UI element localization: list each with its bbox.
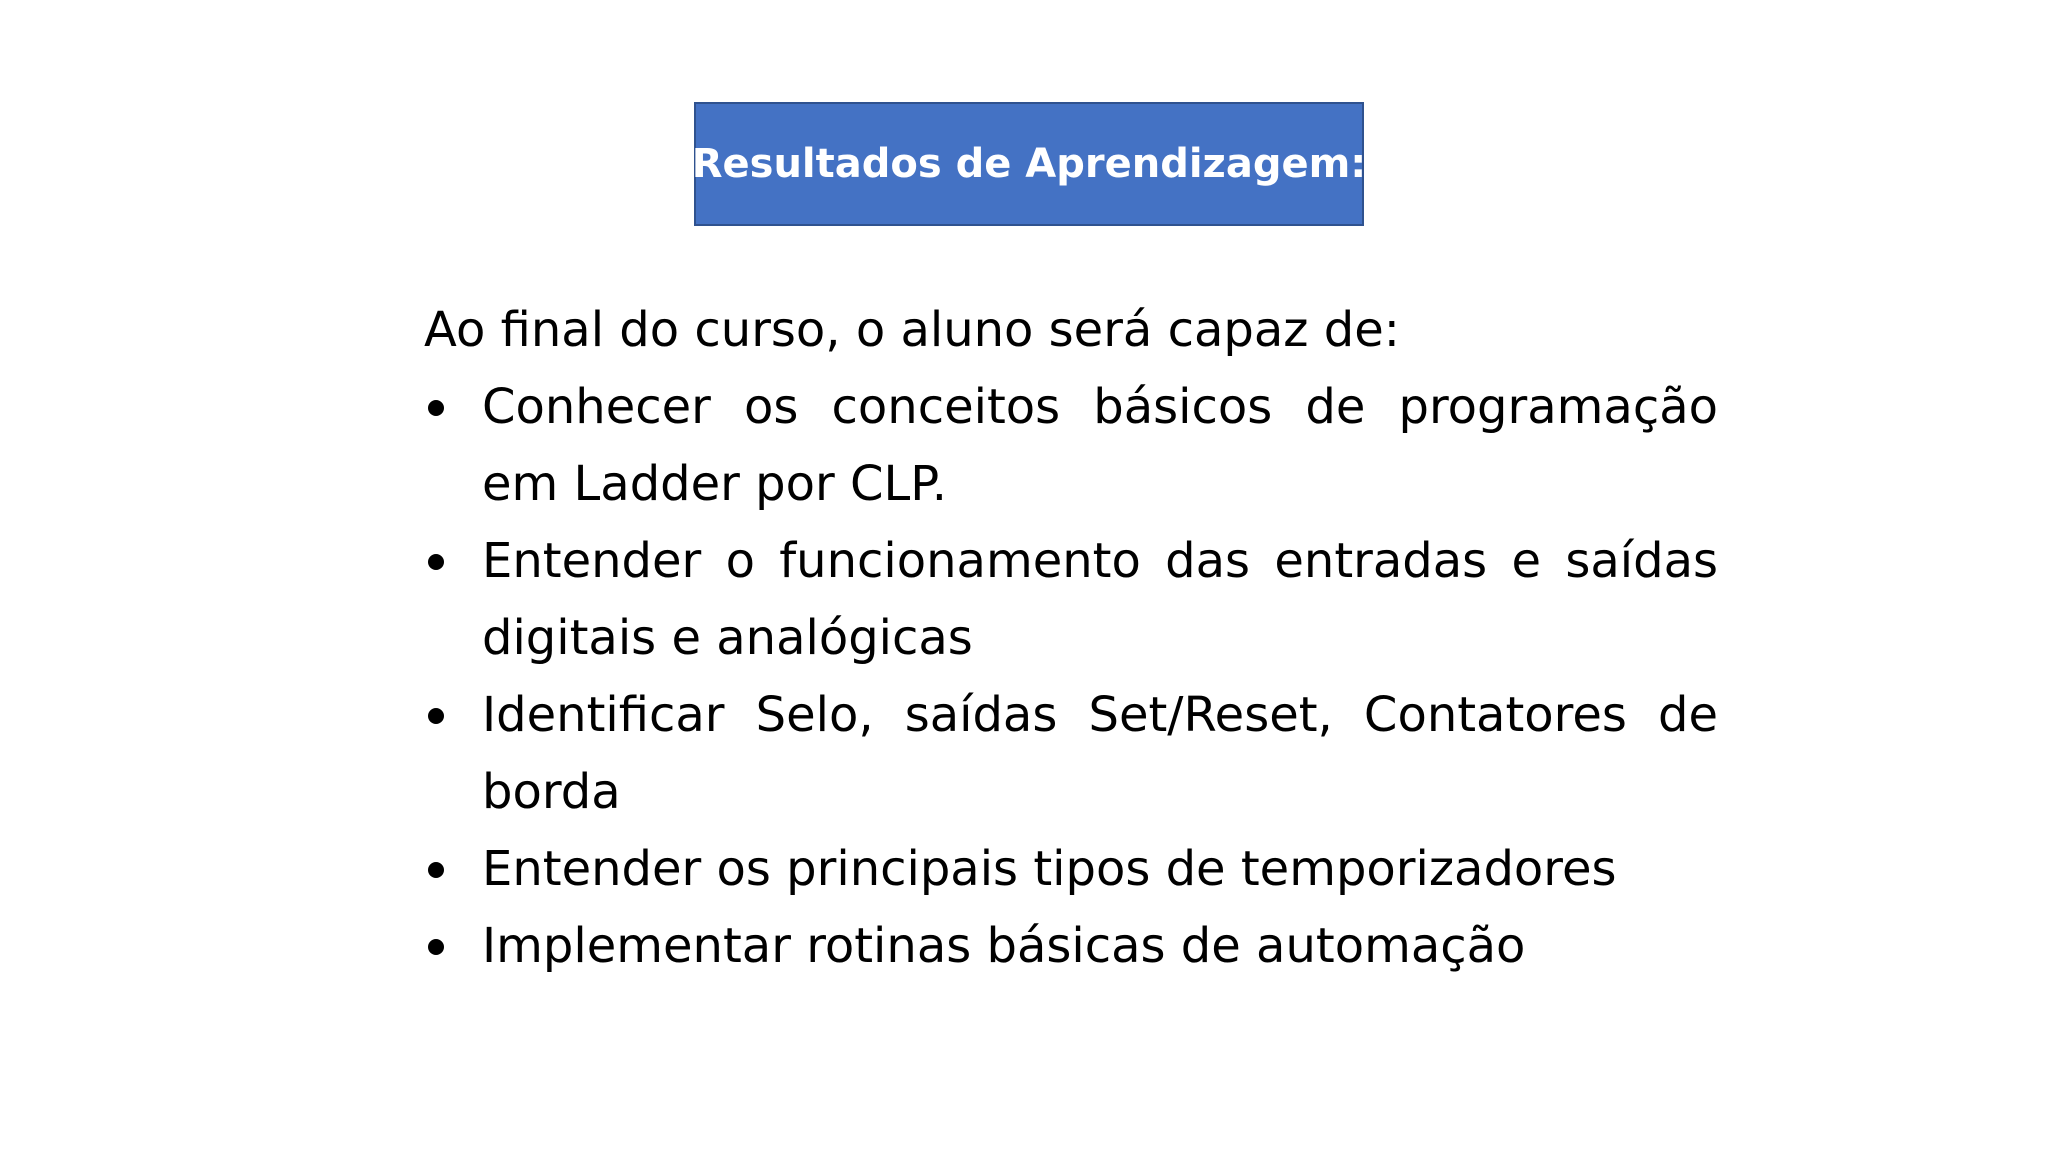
bullet-icon	[428, 862, 444, 878]
list-item	[424, 677, 1718, 831]
outcome-text: Entender os principais tipos de temporizadores	[482, 841, 1617, 897]
outcome-text: Conhecer os conceitos básicos de programação em Ladder por CLP.	[482, 379, 1718, 512]
list-item	[424, 831, 1718, 908]
title-box	[691, 102, 1367, 226]
list-item	[424, 523, 1718, 677]
bullet-icon	[428, 400, 444, 416]
outcomes-list	[424, 369, 1718, 985]
bullet-icon	[428, 939, 444, 955]
outcome-text: Implementar rotinas básicas de automação	[482, 918, 1526, 974]
list-item	[424, 369, 1718, 523]
bullet-icon	[428, 708, 444, 724]
outcome-text: Entender o funcionamento das entradas e saídas digitais e analógicas	[482, 533, 1718, 666]
outcome-text: Identificar Selo, saídas Set/Reset, Contatores de borda	[482, 687, 1718, 820]
slide-content	[424, 292, 1718, 985]
slide-title: Resultados de Aprendizagem:	[691, 141, 1367, 187]
list-item	[424, 908, 1718, 985]
bullet-icon	[428, 554, 444, 570]
intro-text: Ao final do curso, o aluno será capaz de:	[424, 302, 1400, 358]
